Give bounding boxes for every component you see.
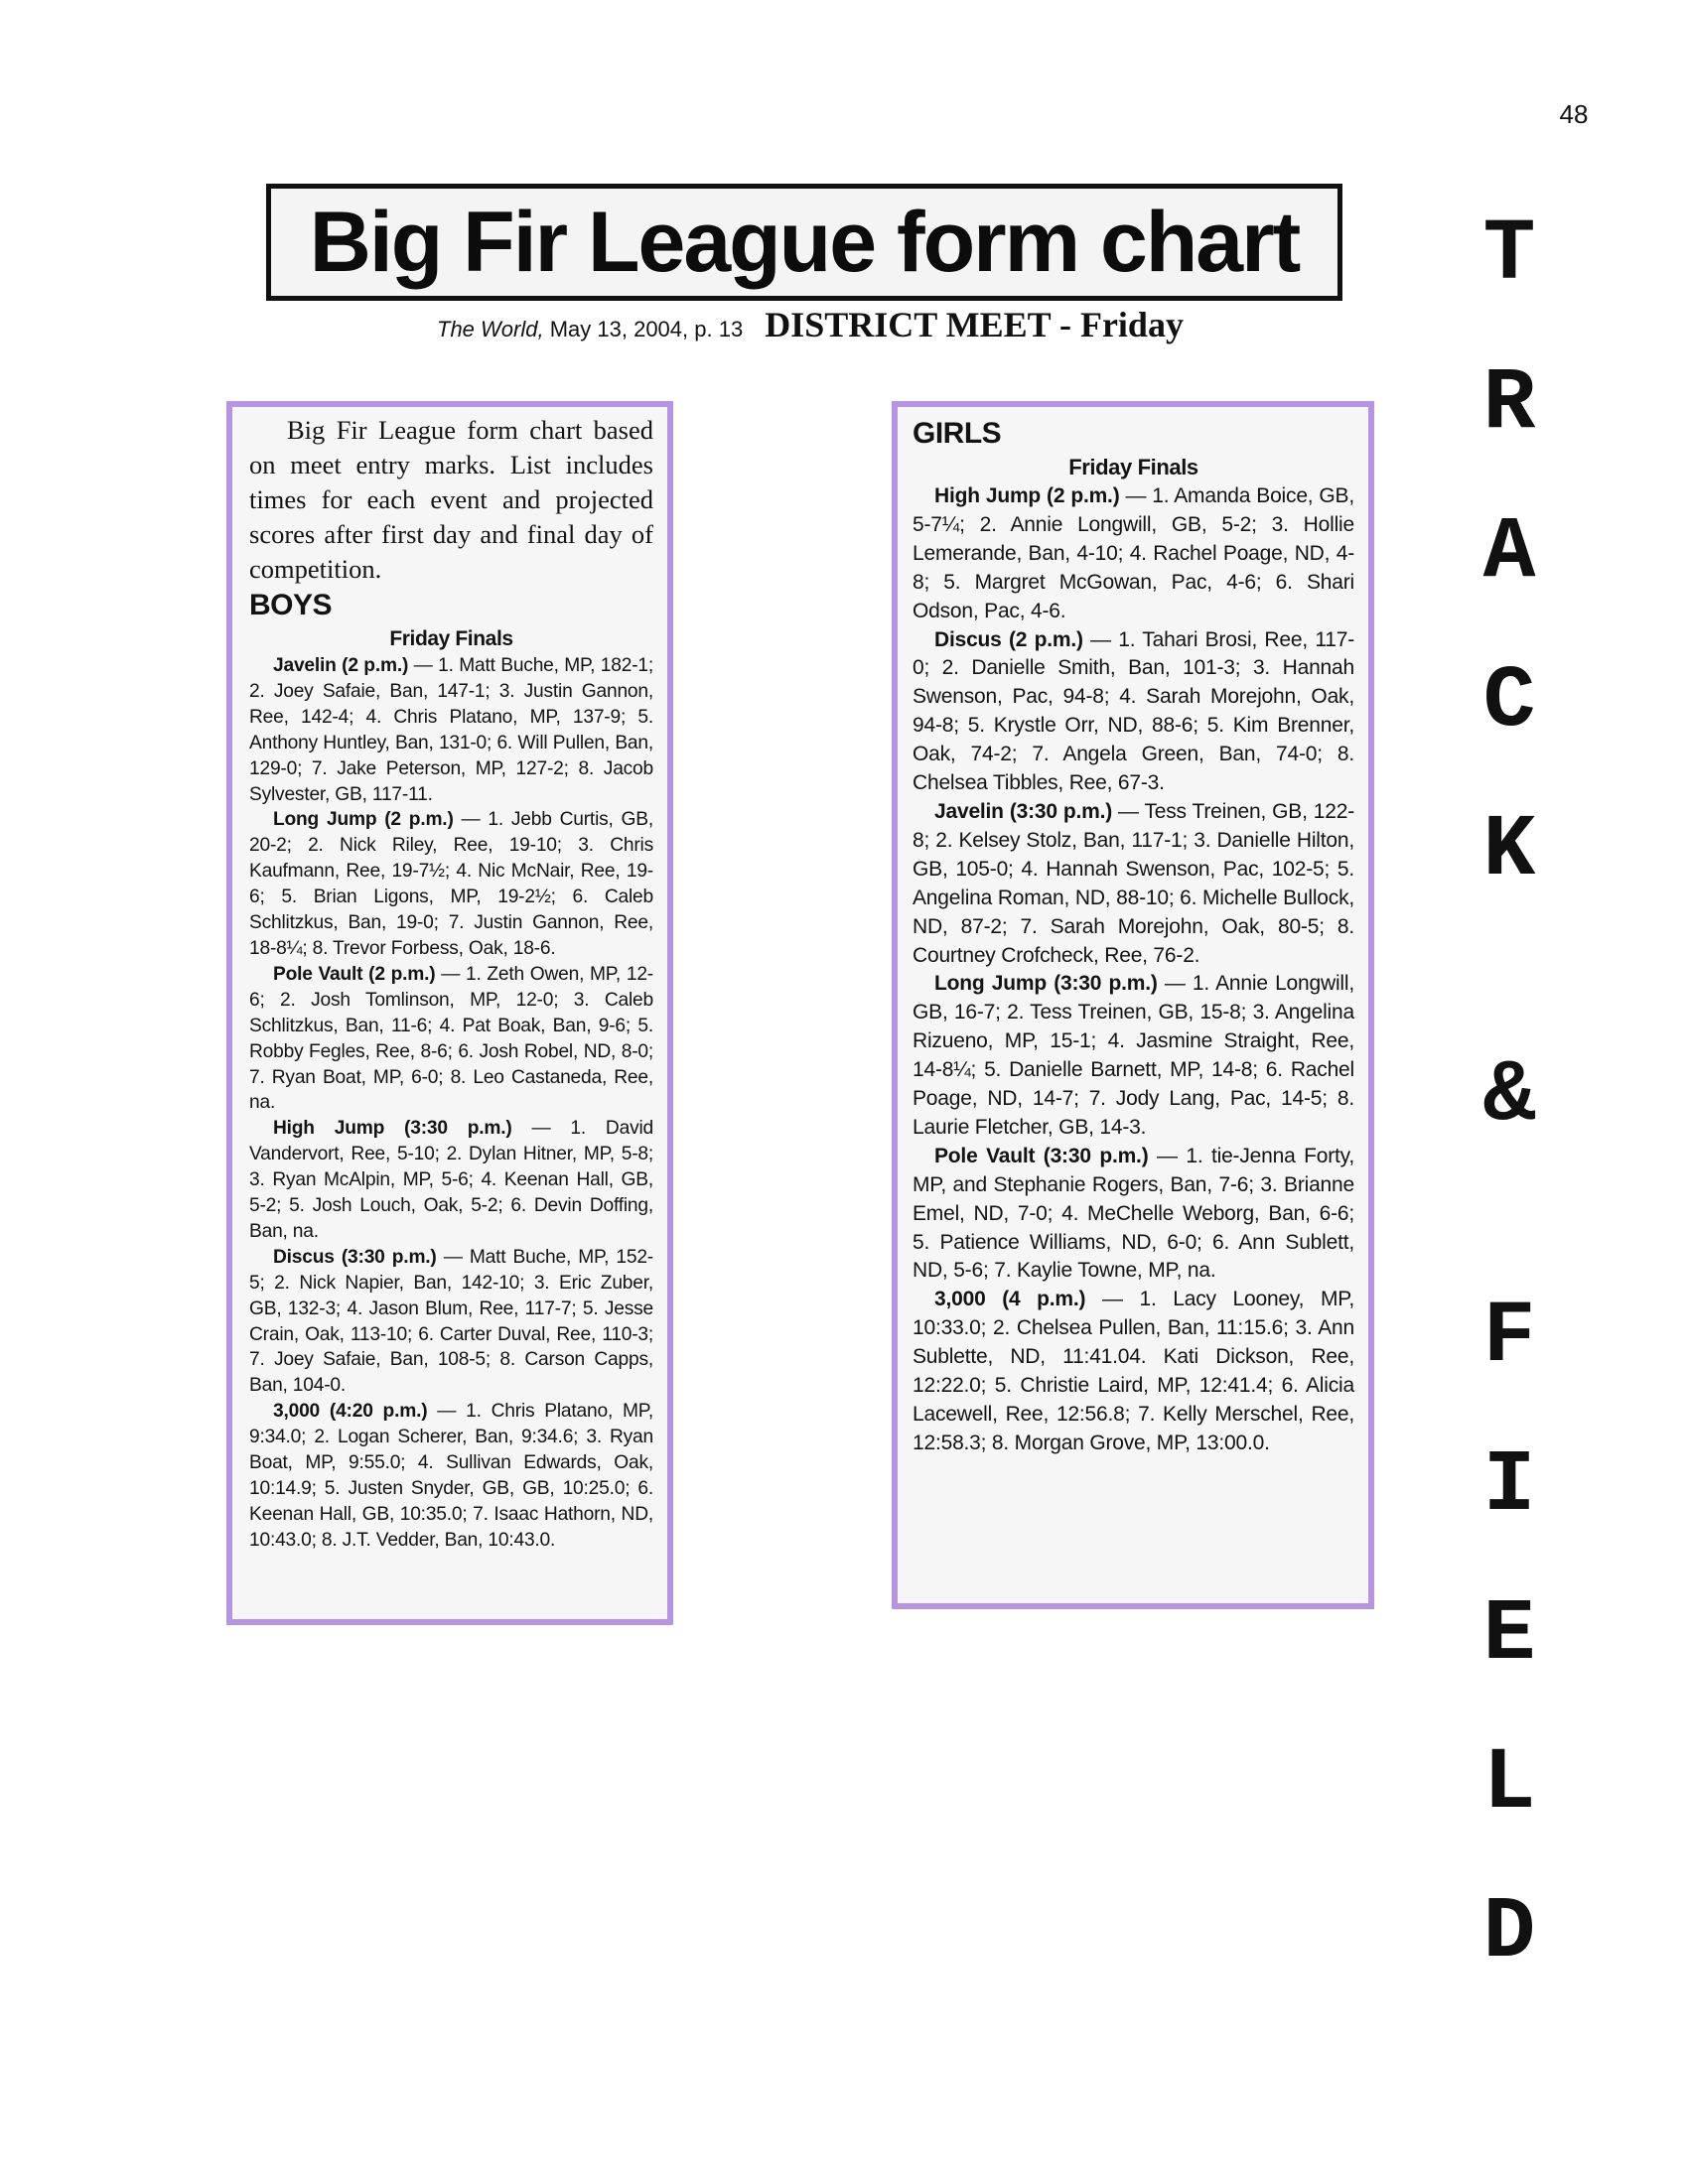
event-name: Long Jump (2 p.m.) (273, 809, 454, 831)
event-entry (249, 807, 653, 961)
event-name: Pole Vault (2 p.m.) (273, 963, 436, 985)
event-entry (249, 962, 653, 1116)
event-entry (913, 1286, 1354, 1457)
vertical-title-letter: I (1482, 1437, 1536, 1536)
event-entry (913, 626, 1354, 798)
event-results: — 1. Jebb Curtis, GB, 20-2; 2. Nick Riley, Ree, 19-10; 3. Chris Kaufmann, Ree, 19-7½; 4. Nic McNair, Ree, 19-6; 5. Brian Ligons, MP, 19-2½; 6. Caleb Schlitzkus, Ban, 19-0; 7. Justin Gannon, Ree, 18-8¼; 8. Trevor Forbess, Oak, 18-6. (249, 809, 653, 959)
event-name: 3,000 (4:20 p.m.) (273, 1401, 428, 1423)
vertical-title (1460, 0, 1559, 2184)
event-name: Discus (2 p.m.) (934, 627, 1083, 651)
event-name: Discus (3:30 p.m.) (273, 1246, 437, 1268)
event-results: — 1. Annie Longwill, GB, 16-7; 2. Tess Treinen, GB, 15-8; 3. Angelina Rizueno, MP, 15-1; 4. Jasmine Straight, Ree, 14-8¼; 5. Danielle Barnett, MP, 14-8; 6. Rachel Poage, ND, 14-7; 7. Jody Lang, Pac, 14-5; 8. Laurie Fletcher, GB, 14-3. (913, 972, 1354, 1139)
intro-text: Big Fir League form chart based on meet entry marks. List includes times for each event and projected scores after first day and final day of competition. (249, 415, 653, 584)
vertical-title-letter: C (1482, 653, 1536, 751)
vertical-title-letter: E (1482, 1586, 1536, 1685)
event-name: High Jump (2 p.m.) (934, 484, 1120, 507)
boys-section-title: BOYS (249, 589, 333, 621)
boys-subhead: Friday Finals (389, 627, 513, 650)
source-citation (437, 317, 743, 341)
event-entry (249, 1399, 653, 1553)
vertical-title-letter: A (1482, 504, 1536, 603)
event-name: High Jump (3:30 p.m.) (273, 1118, 512, 1140)
event-entry (249, 1116, 653, 1245)
headline-banner: Big Fir League form chart (266, 184, 1342, 301)
vertical-title-letter: K (1482, 802, 1536, 900)
source-line (437, 304, 1331, 347)
vertical-title-letter: R (1482, 355, 1536, 454)
meet-title: DISTRICT MEET - Friday (765, 305, 1184, 344)
event-entry (913, 798, 1354, 970)
vertical-title-letter: & (1482, 1047, 1536, 1146)
event-name: Long Jump (3:30 p.m.) (934, 972, 1158, 996)
event-results: — 1. tie-Jenna Forty, MP, and Stephanie Rogers, Ban, 7-6; 3. Brianne Emel, ND, 7-0; 4. MeChelle Weborg, Ban, 6-6; 5. Patience Williams, ND, 6-0; 6. Ann Sublett, ND, 5-6; 7. Kaylie Towne, MP, na. (913, 1144, 1355, 1283)
publication-date-page: May 13, 2004, p. 13 (549, 317, 744, 341)
boys-clipping (226, 401, 673, 1625)
event-results: — 1. Zeth Owen, MP, 12-6; 2. Josh Tomlinson, MP, 12-0; 3. Caleb Schlitzkus, Ban, 11-6; 4. Pat Boak, Ban, 9-6; 5. Robby Fegles, Ree, 8-6; 6. Josh Robel, ND, 8-0; 7. Ryan Boat, MP, 6-0; 8. Leo Castaneda, Ree, na. (249, 963, 653, 1114)
event-entry (913, 482, 1354, 626)
event-results: — 1. Lacy Looney, MP, 10:33.0; 2. Chelsea Pullen, Ban, 11:15.6; 3. Ann Sublette, ND, 11:41.04. Kati Dickson, Ree, 12:22.0; 5. Christie Laird, MP, 12:41.4; 6. Alicia Lacewell, Ree, 12:56.8; 7. Kelly Merschel, Ree, 12:58.3; 8. Morgan Grove, MP, 13:00.0. (913, 1288, 1354, 1454)
event-entry (913, 970, 1354, 1142)
event-results: — 1. Tahari Brosi, Ree, 117-0; 2. Danielle Smith, Ban, 101-3; 3. Hannah Swenson, Pac, 94-8; 4. Sarah Morejohn, Oak, 94-8; 5. Krystle Orr, ND, 88-6; 5. Kim Brenner, Oak, 74-2; 7. Angela Green, Ban, 74-0; 8. Chelsea Tibbles, Ree, 67-3. (913, 627, 1354, 795)
event-results: — 1. David Vandervort, Ree, 5-10; 2. Dylan Hitner, MP, 5-8; 3. Ryan McAlpin, MP, 5-6; 4. Keenan Hall, GB, 5-2; 5. Josh Louch, Oak, 5-2; 6. Devin Doffing, Ban, na. (249, 1118, 653, 1242)
vertical-title-letter: F (1482, 1289, 1536, 1387)
event-name: 3,000 (4 p.m.) (934, 1288, 1086, 1311)
event-results: — Matt Buche, MP, 152-5; 2. Nick Napier, Ban, 142-10; 3. Eric Zuber, GB, 132-3; 4. Jason Blum, Ree, 117-7; 5. Jesse Crain, Oak, 113-10; 6. Carter Duval, Ree, 110-3; 7. Joey Safaie, Ban, 108-5; 8. Carson Capps, Ban, 104-0. (249, 1246, 653, 1397)
girls-section-title: GIRLS (913, 417, 1002, 450)
event-name: Javelin (3:30 p.m.) (934, 799, 1113, 823)
girls-subhead: Friday Finals (1068, 455, 1198, 479)
event-results: — 1. Matt Buche, MP, 182-1; 2. Joey Safaie, Ban, 147-1; 3. Justin Gannon, Ree, 142-4; 4. Chris Platano, MP, 137-9; 5. Anthony Huntley, Ban, 131-0; 6. Will Pullen, Ban, 129-0; 7. Jake Peterson, MP, 127-2; 8. Jacob Sylvester, GB, 117-11. (249, 655, 653, 805)
event-entry (913, 1143, 1354, 1287)
vertical-title-letter: T (1482, 206, 1536, 305)
publication-name: The World, (437, 317, 544, 341)
event-name: Pole Vault (3:30 p.m.) (934, 1144, 1149, 1167)
vertical-title-letter: L (1482, 1735, 1536, 1834)
event-entry (249, 1245, 653, 1399)
event-entry (249, 653, 653, 807)
girls-clipping (892, 401, 1374, 1609)
event-results: — Tess Treinen, GB, 122-8; 2. Kelsey Stolz, Ban, 117-1; 3. Danielle Hilton, GB, 105-0; 4. Hannah Swenson, Pac, 102-5; 5. Angelina Roman, ND, 88-10; 6. Michelle Bullock, ND, 87-2; 7. Sarah Morejohn, Oak, 80-5; 8. Courtney Crofcheck, Ree, 76-2. (913, 799, 1354, 967)
page-number: 48 (1559, 99, 1589, 129)
event-results: — 1. Chris Platano, MP, 9:34.0; 2. Logan Scherer, Ban, 9:34.6; 3. Ryan Boat, MP, 9:55.0; 4. Sullivan Edwards, Oak, 10:14.9; 5. Justen Snyder, GB, GB, 10:25.0; 6. Keenan Hall, GB, 10:35.0; 7. Isaac Hathorn, ND, 10:43.0; 8. J.T. Vedder, Ban, 10:43.0. (249, 1401, 653, 1551)
vertical-title-letter: D (1482, 1884, 1536, 1982)
event-results: — 1. Amanda Boice, GB, 5-7¼; 2. Annie Longwill, GB, 5-2; 3. Hollie Lemerande, Ban, 4-10; 4. Rachel Poage, ND, 4-8; 5. Margret McGowan, Pac, 4-6; 6. Shari Odson, Pac, 4-6. (913, 484, 1355, 622)
event-name: Javelin (2 p.m.) (273, 655, 409, 676)
